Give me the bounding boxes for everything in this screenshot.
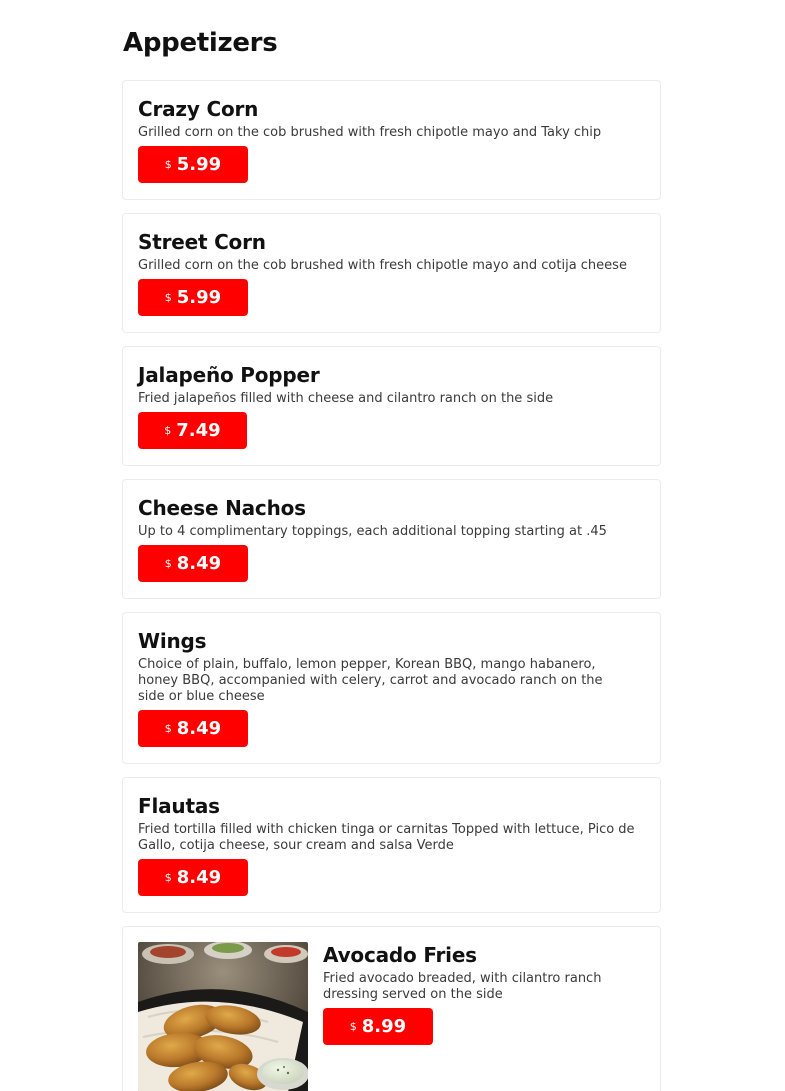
price-amount: 8.49 xyxy=(176,867,222,888)
currency-symbol: $ xyxy=(164,424,172,437)
price-button[interactable] xyxy=(138,859,248,896)
item-description: Grilled corn on the cob brushed with fresh chipotle mayo and cotija cheese xyxy=(138,258,627,273)
menu-item-wings[interactable] xyxy=(122,612,661,764)
item-description: Grilled corn on the cob brushed with fresh chipotle mayo and Taky chip xyxy=(138,125,602,140)
item-description: Fried tortilla filled with chicken tinga or carnitas Topped with lettuce, Pico de Gallo, cotija cheese, sour cream and salsa Verde xyxy=(138,822,635,853)
item-name: Avocado Fries xyxy=(323,943,477,967)
price-amount: 8.99 xyxy=(361,1016,407,1037)
menu-item-avocado-fries[interactable] xyxy=(122,926,661,1091)
menu-item-crazy-corn[interactable] xyxy=(122,80,661,200)
price-button[interactable] xyxy=(138,710,248,747)
price-amount: 8.49 xyxy=(176,553,222,574)
price-button[interactable] xyxy=(138,146,248,183)
menu-item-flautas[interactable] xyxy=(122,777,661,913)
item-photo xyxy=(138,942,308,1091)
item-description: Fried jalapeños filled with cheese and cilantro ranch on the side xyxy=(138,391,554,406)
section-title: Appetizers xyxy=(123,28,278,58)
price-button[interactable] xyxy=(138,412,247,449)
menu-item-street-corn[interactable] xyxy=(122,213,661,333)
menu-item-jalapeno-popper[interactable] xyxy=(122,346,661,466)
item-description: Fried avocado breaded, with cilantro ranch dressing served on the side xyxy=(323,971,602,1002)
item-description: Choice of plain, buffalo, lemon pepper, Korean BBQ, mango habanero, honey BBQ, accompanied with celery, carrot and avocado ranch on the side or blue cheese xyxy=(138,657,603,704)
currency-symbol: $ xyxy=(164,158,172,171)
currency-symbol: $ xyxy=(164,871,172,884)
item-name: Flautas xyxy=(138,794,220,818)
avocado-fries-photo xyxy=(138,942,308,1091)
price-button[interactable] xyxy=(138,279,248,316)
item-name: Cheese Nachos xyxy=(138,496,306,520)
currency-symbol: $ xyxy=(349,1020,357,1033)
item-name: Street Corn xyxy=(138,230,266,254)
price-amount: 5.99 xyxy=(176,287,222,308)
menu-item-cheese-nachos[interactable] xyxy=(122,479,661,599)
currency-symbol: $ xyxy=(164,291,172,304)
currency-symbol: $ xyxy=(164,557,172,570)
item-name: Crazy Corn xyxy=(138,97,259,121)
price-amount: 7.49 xyxy=(176,420,221,441)
item-name: Wings xyxy=(138,629,207,653)
price-button[interactable] xyxy=(138,545,248,582)
price-amount: 8.49 xyxy=(176,718,222,739)
price-button[interactable] xyxy=(323,1008,433,1045)
price-amount: 5.99 xyxy=(176,154,222,175)
currency-symbol: $ xyxy=(164,722,172,735)
item-name: Jalapeño Popper xyxy=(138,363,320,387)
item-description: Up to 4 complimentary toppings, each additional topping starting at .45 xyxy=(138,524,607,539)
